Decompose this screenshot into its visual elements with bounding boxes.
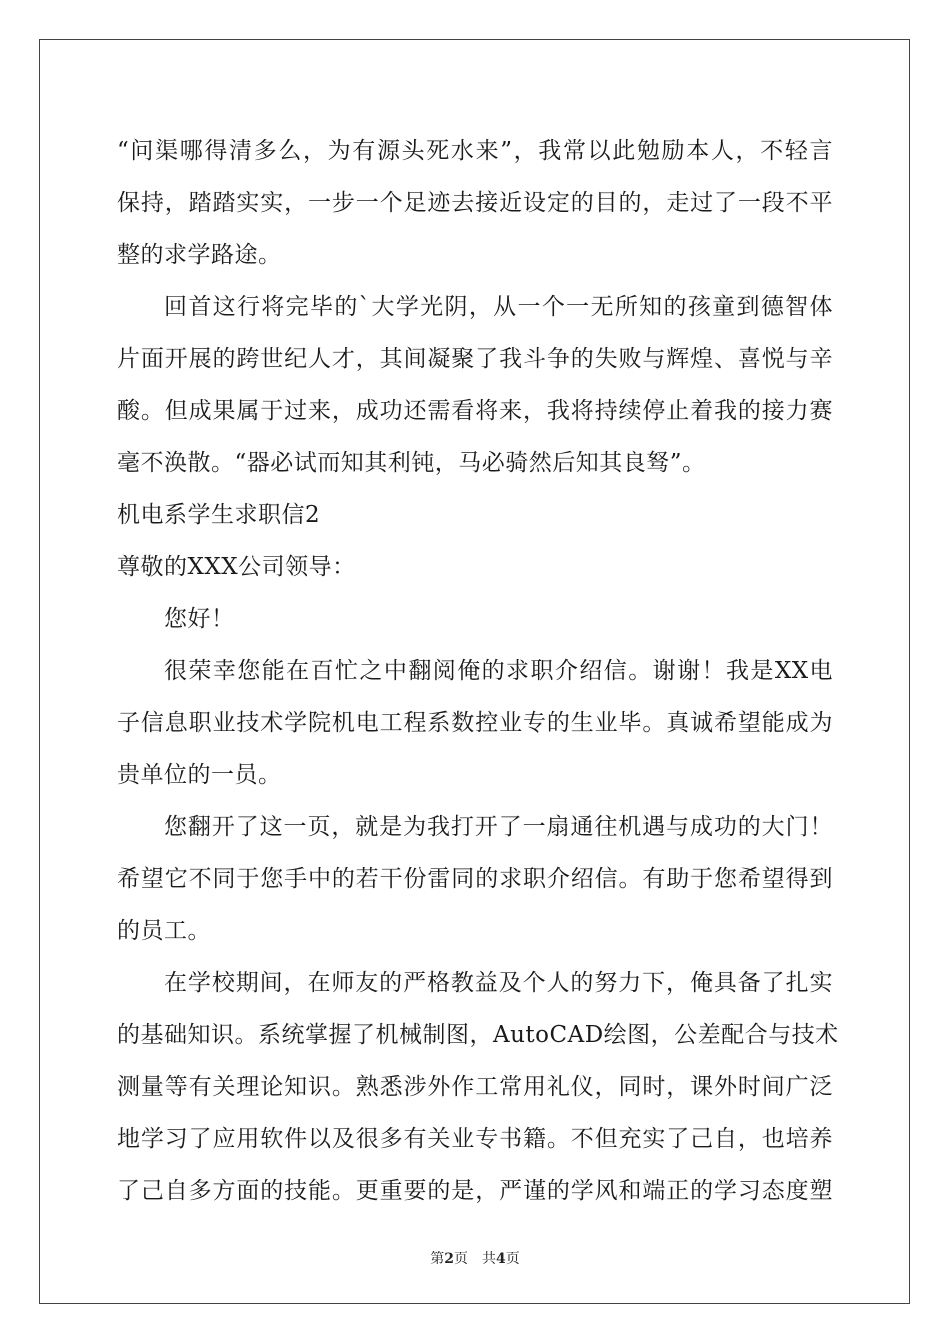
text-line: 的员工。 [117,918,211,944]
text-line: 片面开展的跨世纪人才，其间凝聚了我斗争的失败与辉煌、喜悦与辛 [117,346,833,372]
greeting: 您好！ [164,606,235,632]
text-line: 很荣幸您能在百忙之中翻阅俺的求职介绍信。谢谢！我是XX电 [164,658,833,684]
page-number-footer [0,1248,950,1268]
document-body [117,125,839,1217]
current-page-number: 2 [444,1251,454,1267]
text-line: 回首这行将完毕的`大学光阴，从一个一无所知的孩童到德智体 [164,294,833,320]
text-line: 了己自多方面的技能。更重要的是，严谨的学风和端正的学习态度塑 [117,1178,833,1204]
text-line: 在学校期间，在师友的严格教益及个人的努力下，俺具备了扎实 [164,970,833,996]
salutation: 尊敬的XXX公司领导： [117,554,356,580]
text-line: 测量等有关理论知识。熟悉涉外作工常用礼仪，同时，课外时间广泛 [117,1074,833,1100]
footer-prefix: 第 [430,1251,445,1267]
text-line: 地学习了应用软件以及很多有关业专书籍。不但充实了己自，也培养 [117,1126,833,1152]
section-heading: 机电系学生求职信2 [117,502,321,528]
text-line: “问渠哪得清多么，为有源头死水来”，我常以此勉励本人，不轻言 [117,138,833,164]
footer-mid: 页 共 [454,1251,496,1267]
text-line: 保持，踏踏实实，一步一个足迹去接近设定的目的，走过了一段不平 [117,190,833,216]
text-line: 希望它不同于您手中的若干份雷同的求职介绍信。有助于您希望得到 [117,866,833,892]
text-line: 的基础知识。系统掌握了机械制图，AutoCAD绘图，公差配合与技术 [117,1022,839,1048]
text-line: 子信息职业技术学院机电工程系数控业专的生业毕。真诚希望能成为 [117,710,833,736]
footer-suffix: 页 [505,1251,520,1267]
total-page-number: 4 [496,1251,506,1267]
text-line: 酸。但成果属于过来，成功还需看将来，我将持续停止着我的接力赛 [117,398,833,424]
text-line: 贵单位的一员。 [117,762,282,788]
text-line: 整的求学路途。 [117,242,282,268]
text-line: 毫不涣散。“器必试而知其利钝，马必骑然后知其良驽”。 [117,450,706,476]
text-line: 您翻开了这一页，就是为我打开了一扇通往机遇与成功的大门！ [164,814,833,840]
